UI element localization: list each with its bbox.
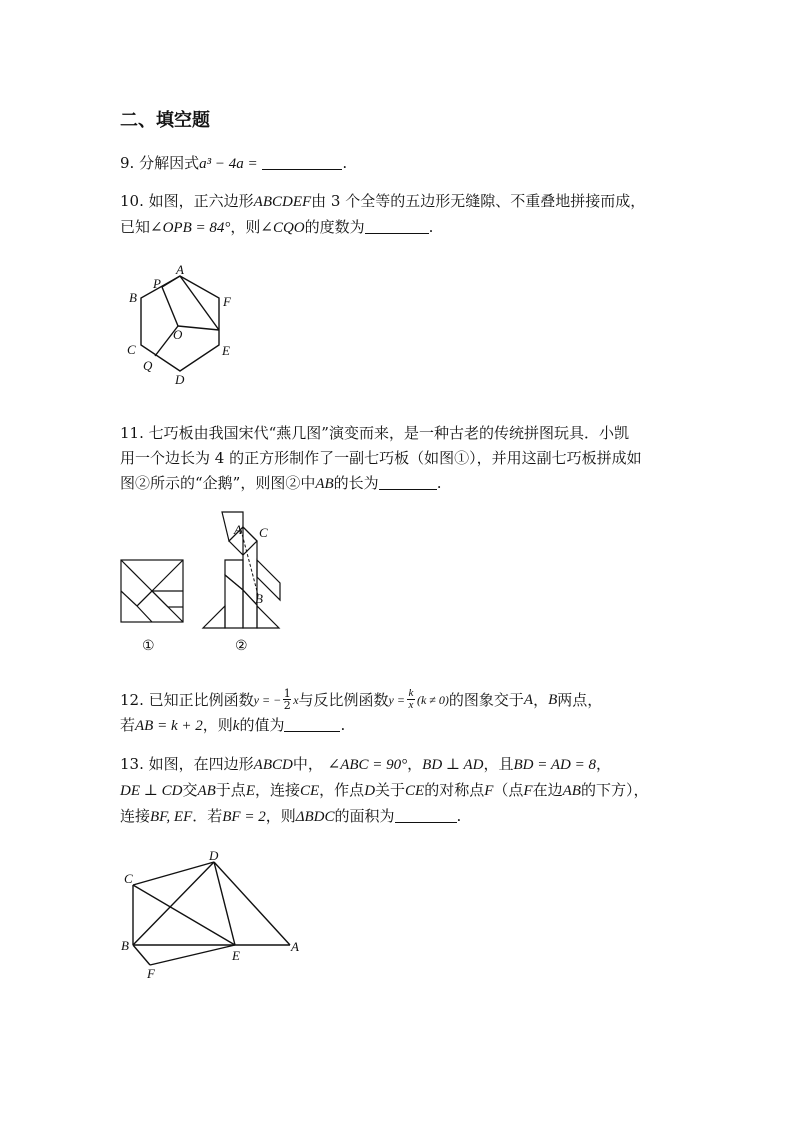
math-expression: BF, EF xyxy=(150,809,193,825)
answer-blank xyxy=(365,219,429,234)
fraction xyxy=(283,688,291,711)
fraction-numerator: 1 xyxy=(283,687,291,700)
question-text: 关于 xyxy=(375,781,406,799)
math-expression: a³ − 4a = xyxy=(199,156,258,172)
question-number: 10. xyxy=(120,192,144,210)
math-expression: ΔBDC xyxy=(295,809,335,825)
math-expression: ∠CQO xyxy=(260,220,305,236)
math-variable: E xyxy=(245,783,255,799)
question-text: 如图，在四边形 xyxy=(148,755,254,773)
label-C: C xyxy=(259,525,268,540)
question-text: ，作点 xyxy=(319,781,365,799)
label-P: P xyxy=(153,276,161,291)
math-expression: AB = k + 2 xyxy=(135,718,203,734)
question-number: 9. xyxy=(120,154,135,172)
math-expression: ABCD xyxy=(253,757,293,773)
answer-blank xyxy=(262,155,342,170)
math-variable: F xyxy=(484,783,494,799)
question-line xyxy=(120,422,642,444)
math-variable: F xyxy=(523,783,533,799)
fraction-denominator: x xyxy=(408,699,414,711)
period: . xyxy=(436,474,442,492)
separator: ， xyxy=(533,690,549,709)
question-text: （点 xyxy=(493,781,524,799)
question-text: 于点 xyxy=(215,781,246,799)
fraction xyxy=(407,688,415,711)
label-E: E xyxy=(232,948,240,963)
period: . xyxy=(456,807,462,825)
question-text: 的对称点 xyxy=(424,781,485,799)
label-C: C xyxy=(124,871,133,886)
question-text: 的长为 xyxy=(333,474,379,492)
question-line xyxy=(120,688,602,711)
question-line xyxy=(120,714,602,737)
question-line xyxy=(120,447,642,469)
question-text: 的下方）， xyxy=(580,781,649,799)
label-C: C xyxy=(127,342,136,357)
question-text: ，且 xyxy=(483,755,514,773)
question-11 xyxy=(120,422,642,495)
label-F: F xyxy=(223,294,231,309)
label-A: A xyxy=(291,939,299,954)
math-variable: x xyxy=(293,692,299,707)
question-text: ，则 xyxy=(265,807,296,825)
label-D: D xyxy=(175,372,185,387)
period: . xyxy=(340,716,346,734)
quadrilateral-figure xyxy=(115,845,310,980)
question-text: ，连接 xyxy=(254,781,300,799)
label-O: O xyxy=(173,327,183,342)
math-expression: y = xyxy=(388,692,405,707)
question-10 xyxy=(120,190,645,239)
segment-o-f xyxy=(178,326,219,330)
question-text: ．若 xyxy=(192,807,223,825)
math-expression: ∠ABC = 90° xyxy=(327,757,408,773)
figure-caption-2: ② xyxy=(235,639,248,654)
question-text: 的面积为 xyxy=(334,807,395,825)
math-expression: AB xyxy=(315,476,334,492)
segment-a-f xyxy=(180,276,219,330)
question-text: ，则 xyxy=(202,716,233,734)
tangram-figure xyxy=(115,505,295,655)
question-text: 由 3 个全等的五边形无缝隙、不重叠地拼接而成， xyxy=(311,192,646,210)
question-text: 图②所示的“企鹅”，则图②中 xyxy=(120,474,316,492)
question-line xyxy=(120,190,645,213)
answer-blank xyxy=(395,808,457,823)
period: . xyxy=(342,154,348,172)
quadrilateral-lines xyxy=(133,862,290,965)
tangram-square xyxy=(121,560,183,622)
question-text: 的值为 xyxy=(239,716,285,734)
math-expression: ABCDEF xyxy=(253,194,312,210)
question-line xyxy=(120,805,648,828)
question-text: 分解因式 xyxy=(139,154,200,172)
answer-blank xyxy=(379,475,437,490)
question-text: 交 xyxy=(182,781,198,799)
question-text: 如图，正六边形 xyxy=(148,192,254,210)
label-B: B xyxy=(129,290,137,305)
label-D: D xyxy=(209,848,219,863)
math-expression: AB xyxy=(562,783,581,799)
figure-caption-1: ① xyxy=(142,639,155,654)
question-number: 11. xyxy=(120,424,144,442)
question-text: 用一个边长为 4 的正方形制作了一副七巧板（如图①），并用这副七巧板拼成如 xyxy=(120,449,642,467)
label-E: E xyxy=(222,343,230,358)
question-text: 若 xyxy=(120,716,136,734)
label-A: A xyxy=(176,262,184,277)
question-text: 的图象交于 xyxy=(448,690,524,709)
math-expression: CE xyxy=(300,783,320,799)
label-B: B xyxy=(255,591,263,606)
question-text: 的度数为 xyxy=(304,218,365,236)
section-title: 二、填空题 xyxy=(120,110,210,131)
question-text: 七巧板由我国宋代“燕几图”演变而来，是一种古老的传统拼图玩具．小凯 xyxy=(148,424,629,442)
math-expression: DE ⊥ CD xyxy=(120,783,183,799)
period: . xyxy=(428,218,434,236)
label-B: B xyxy=(121,938,129,953)
answer-blank xyxy=(284,717,340,732)
hexagon-figure xyxy=(118,258,248,392)
math-variable: B xyxy=(548,691,558,708)
math-expression: ∠OPB = 84° xyxy=(150,220,231,236)
math-expression: BD ⊥ AD xyxy=(422,757,484,773)
label-A: A xyxy=(234,522,242,537)
question-text: 已知 xyxy=(120,218,151,236)
separator: ， xyxy=(407,755,423,773)
question-text: 两点， xyxy=(557,690,603,709)
question-line xyxy=(120,753,648,776)
math-expression: BF = 2 xyxy=(222,809,266,825)
math-variable: A xyxy=(523,691,534,708)
question-line xyxy=(120,779,648,802)
segment-po xyxy=(162,287,178,326)
math-expression: AB xyxy=(197,783,216,799)
question-line xyxy=(120,216,645,239)
segment-pa xyxy=(162,276,180,287)
math-expression: (k ≠ 0) xyxy=(416,692,449,707)
label-F: F xyxy=(147,966,155,980)
separator: ， xyxy=(595,755,611,773)
math-variable: k xyxy=(232,718,240,734)
question-12 xyxy=(120,688,602,737)
label-Q: Q xyxy=(143,358,153,373)
math-variable: D xyxy=(364,783,376,799)
question-text: 与反比例函数 xyxy=(298,690,389,709)
question-text: 中， xyxy=(292,755,323,773)
question-text: ，则 xyxy=(230,218,261,236)
fraction-numerator: k xyxy=(408,687,414,699)
fraction-denominator: 2 xyxy=(283,699,291,712)
question-number: 13. xyxy=(120,755,144,773)
question-9 xyxy=(120,152,347,175)
question-13 xyxy=(120,753,648,828)
question-line xyxy=(120,472,642,495)
math-expression: CE xyxy=(405,783,425,799)
math-expression: y = − xyxy=(253,692,282,707)
question-number: 12. xyxy=(120,690,144,709)
question-text: 在边 xyxy=(532,781,563,799)
question-text: 已知正比例函数 xyxy=(148,690,254,709)
question-text: 连接 xyxy=(120,807,151,825)
math-expression: BD = AD = 8 xyxy=(513,757,596,773)
